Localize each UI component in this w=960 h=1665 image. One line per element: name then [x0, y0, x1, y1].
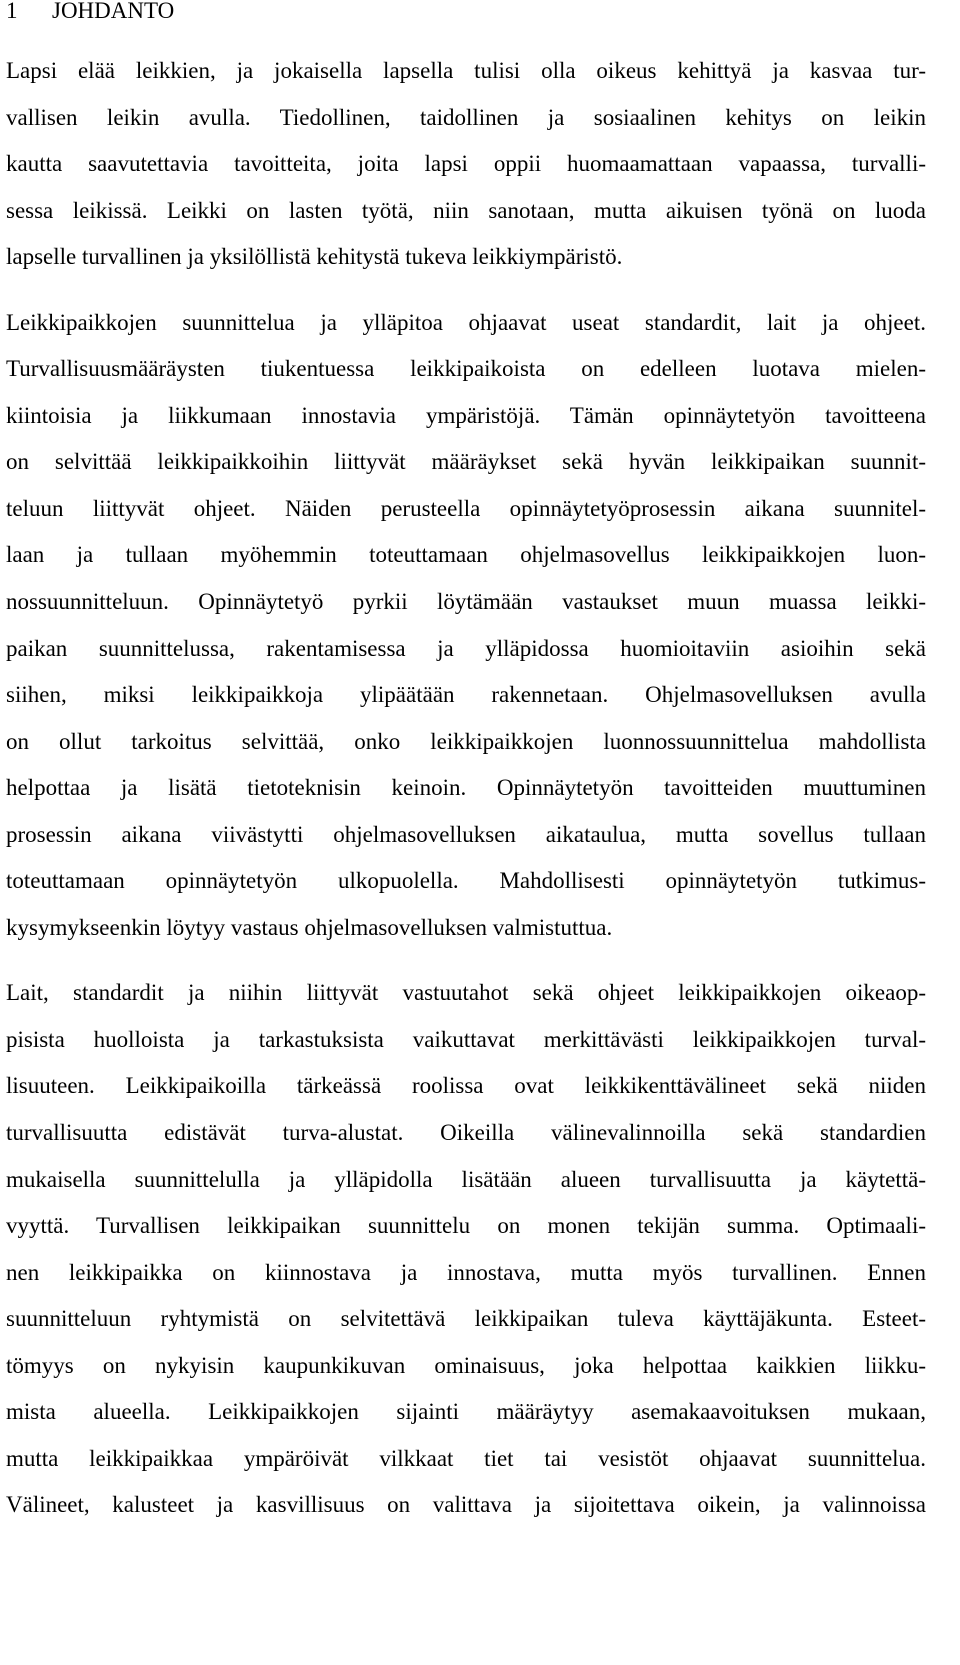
text-line: suunnitteluun ryhtymistä on selvitettävä leikkipaikan tuleva käyttäjäkunta. Esteet-	[6, 1306, 926, 1332]
paragraph-goals	[6, 300, 926, 952]
text-line: toteuttamaan opinnäytetyön ulkopuolella. Mahdollisesti opinnäytetyön tutkimus-	[6, 868, 926, 894]
paragraph-intro	[6, 48, 926, 281]
text-line: Lait, standardit ja niihin liittyvät vastuutahot sekä ohjeet leikkipaikkojen oikeaop-	[6, 980, 926, 1006]
text-line: pisista huolloista ja tarkastuksista vaikuttavat merkittävästi leikkipaikkojen turval-	[6, 1026, 926, 1052]
text-line: tömyys on nykyisin kaupunkikuvan ominaisuus, joka helpottaa kaikkien liikku-	[6, 1352, 926, 1378]
paragraph-regulations	[6, 970, 926, 1529]
text-line: Turvallisuusmääräysten tiukentuessa leikkipaikoista on edelleen luotava mielen-	[6, 356, 926, 382]
section-title: JOHDANTO	[52, 0, 175, 23]
text-line: kautta saavutettavia tavoitteita, joita lapsi oppii huomaamattaan vapaassa, turvalli-	[6, 151, 926, 177]
text-line: Välineet, kalusteet ja kasvillisuus on valittava ja sijoitettava oikein, ja valinnoissa	[6, 1492, 926, 1518]
text-line: prosessin aikana viivästytti ohjelmasovelluksen aikataulua, mutta sovellus tullaan	[6, 821, 926, 847]
text-line: on selvittää leikkipaikkoihin liittyvät määräykset sekä hyvän leikkipaikan suunnit-	[6, 449, 926, 475]
document-page	[6, 0, 926, 1529]
text-line: helpottaa ja lisätä tietoteknisin keinoin. Opinnäytetyön tavoitteiden muuttuminen	[6, 775, 926, 801]
text-line: on ollut tarkoitus selvittää, onko leikkipaikkojen luonnossuunnittelua mahdollista	[6, 728, 926, 754]
text-line: lisuuteen. Leikkipaikoilla tärkeässä roolissa ovat leikkikenttävälineet sekä niiden	[6, 1073, 926, 1099]
section-number: 1	[6, 0, 18, 23]
text-line: kiintoisia ja liikkumaan innostavia ympäristöjä. Tämän opinnäytetyön tavoitteena	[6, 402, 926, 428]
text-line: mukaisella suunnittelulla ja ylläpidolla lisätään alueen turvallisuutta ja käytettä-	[6, 1166, 926, 1192]
text-line: Leikkipaikkojen suunnittelua ja ylläpitoa ohjaavat useat standardit, lait ja ohjeet.	[6, 309, 926, 335]
text-line: mutta leikkipaikkaa ympäröivät vilkkaat tiet tai vesistöt ohjaavat suunnittelua.	[6, 1445, 926, 1471]
text-line: sessa leikissä. Leikki on lasten työtä, niin sanotaan, mutta aikuisen työnä on luoda	[6, 197, 926, 223]
text-line: laan ja tullaan myöhemmin toteuttamaan ohjelmasovellus leikkipaikkojen luon-	[6, 542, 926, 568]
text-line: mista alueella. Leikkipaikkojen sijainti määräytyy asemakaavoituksen mukaan,	[6, 1399, 926, 1425]
text-line: kysymykseenkin löytyy vastaus ohjelmasovelluksen valmistuttua.	[6, 914, 613, 940]
text-line: teluun liittyvät ohjeet. Näiden perusteella opinnäytetyöprosessin aikana suunnitel-	[6, 495, 926, 521]
section-heading	[6, 0, 926, 29]
text-line: vyyttä. Turvallisen leikkipaikan suunnittelu on monen tekijän summa. Optimaali-	[6, 1213, 926, 1239]
text-line: paikan suunnittelussa, rakentamisessa ja ylläpidossa huomioitaviin asioihin sekä	[6, 635, 926, 661]
text-line: Lapsi elää leikkien, ja jokaisella lapsella tulisi olla oikeus kehittyä ja kasvaa tur-	[6, 58, 926, 83]
text-line: nen leikkipaikka on kiinnostava ja innostava, mutta myös turvallinen. Ennen	[6, 1259, 926, 1285]
text-line: vallisen leikin avulla. Tiedollinen, taidollinen ja sosiaalinen kehitys on leikin	[6, 104, 926, 130]
text-line: nossuunnitteluun. Opinnäytetyö pyrkii löytämään vastaukset muun muassa leikki-	[6, 589, 926, 615]
text-line: siihen, miksi leikkipaikkoja ylipäätään rakennetaan. Ohjelmasovelluksen avulla	[6, 682, 926, 708]
text-line: turvallisuutta edistävät turva-alustat. Oikeilla välinevalinnoilla sekä standardien	[6, 1120, 926, 1146]
text-line: lapselle turvallinen ja yksilöllistä kehitystä tukeva leikkiympäristö.	[6, 244, 623, 270]
